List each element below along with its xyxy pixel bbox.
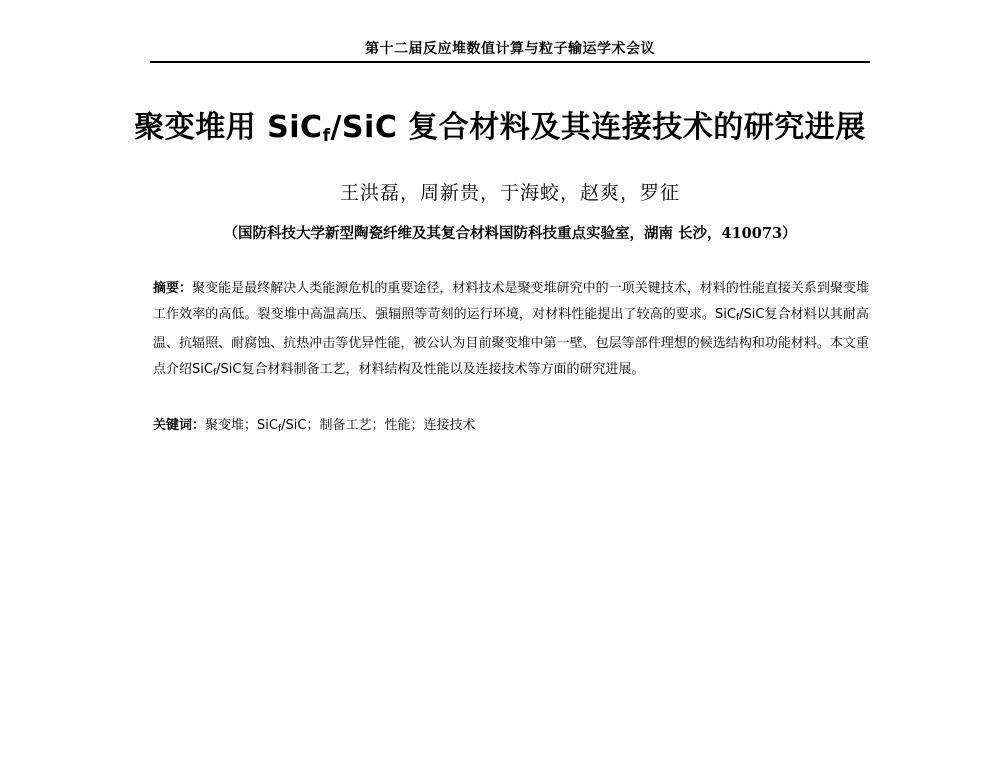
running-header: 第十二届反应堆数值计算与粒子输运学术会议 [365,41,655,57]
abstract-text-2: /SiC复合材料以其耐高温、抗辐照、耐腐蚀、抗热冲击等优异性能，被公认为目前聚变堆中第一壁、包层等部件理想的候选结构和功能材料。本文重点介绍SiC [153,307,869,377]
title-text-post: /SiC 复合材料及其连接技术的研究进展 [330,110,866,145]
paper-title [60,102,940,146]
keywords-text-pre: 聚变堆；SiC [205,418,278,433]
keywords [153,413,869,442]
keywords-subscript: f [277,424,282,434]
keywords-text-post: /SiC；制备工艺；性能；连接技术 [281,418,476,433]
abstract-text-3: /SiC复合材料制备工艺，材料结构及性能以及连接技术等方面的研究进展。 [216,362,645,377]
abstract-subscript-2: f [212,368,217,378]
author-list: 王洪磊，周新贵，于海蛟，赵爽，罗征 [339,182,680,204]
abstract-label: 摘要： [153,281,193,296]
abstract-text-1: 聚变能是最终解决人类能源危机的重要途径，材料技术是聚变堆研究中的一项关键技术，材料的性能直接关系到聚变堆工作效率的高低。裂变堆中高温高压、强辐照等苛刻的运行环境，对材料性能提出了较高的要求。SiC [153,281,869,322]
keywords-label: 关键词： [153,418,206,433]
abstract-subscript-1: f [735,313,740,323]
header-rule [150,61,870,63]
title-text-pre: 聚变堆用 SiC [134,110,323,145]
abstract [153,276,869,386]
title-subscript: f [322,126,331,146]
affiliation: （国防科技大学新型陶瓷纤维及其复合材料国防科技重点实验室，湖南 长沙，410073） [223,225,797,242]
